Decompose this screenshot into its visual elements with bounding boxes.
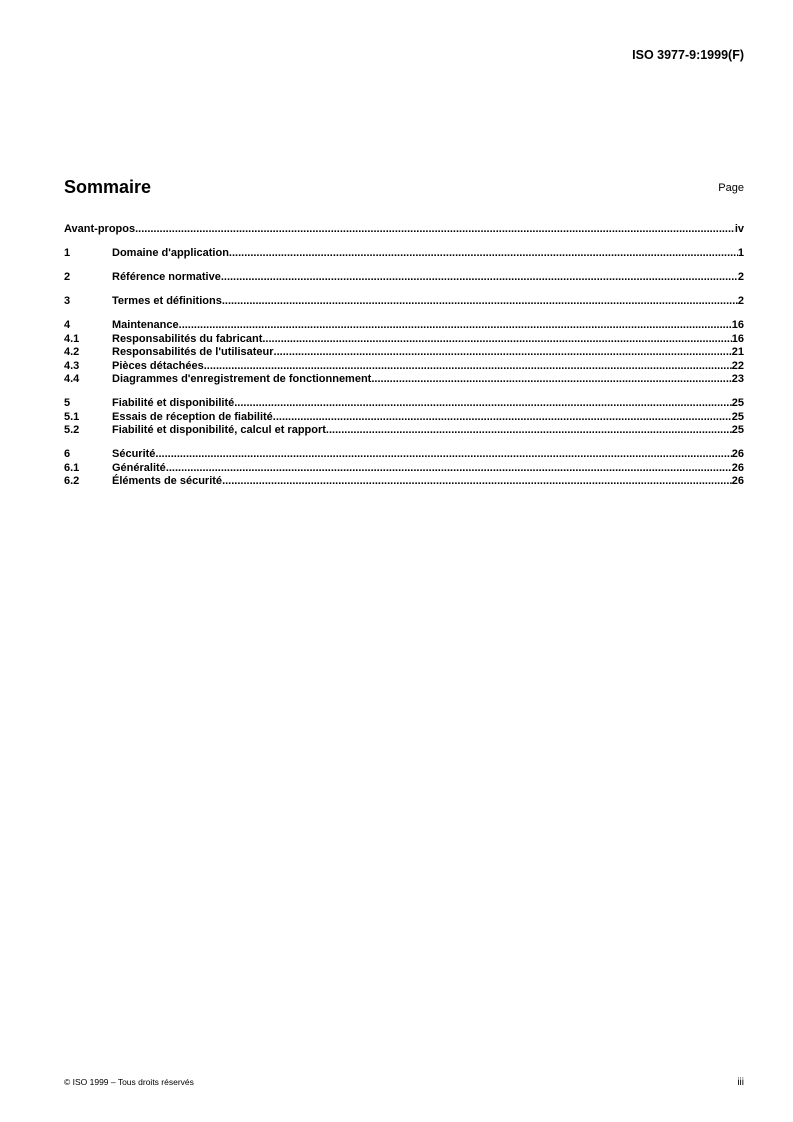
toc-entry-number: 1 [64, 247, 71, 259]
toc-entry-avant-propos[interactable] [64, 223, 744, 237]
dot-leader [234, 397, 732, 411]
toc-entry-number: 4.1 [64, 332, 80, 345]
toc-entry-label: Référence normative [112, 271, 221, 283]
toc-entry-page: 26 [731, 461, 744, 474]
toc-entry-page: 26 [731, 475, 744, 487]
dot-leader [204, 360, 732, 374]
toc-entry-label: Essais de réception de fiabilité [112, 410, 273, 423]
document-id: ISO 3977-9:1999(F) [632, 48, 744, 62]
toc-entry-label: Domaine d'application [112, 247, 229, 259]
toc-entry[interactable] [64, 346, 744, 360]
toc-entry-page: 23 [731, 373, 744, 385]
toc-entry-label: Pièces détachées [112, 359, 204, 372]
toc-entry-page: 2 [737, 271, 744, 283]
toc-entry-page: 16 [731, 319, 744, 331]
toc-entry-label: Fiabilité et disponibilité [112, 397, 235, 409]
dot-leader [179, 319, 732, 333]
toc-entry-page: 26 [731, 448, 744, 460]
toc-entry-number: 6 [64, 448, 71, 460]
toc-entry-number: 5.2 [64, 424, 80, 436]
toc-entry-label: Avant-propos [64, 223, 136, 235]
toc-entry-label: Responsabilités de l'utilisateur [112, 346, 274, 358]
toc-entry-number: 6.1 [64, 461, 80, 474]
page-column-label: Page [718, 182, 744, 194]
toc-entry-number: 5 [64, 397, 71, 409]
toc-entry-page: 16 [731, 332, 744, 345]
toc-entry-label: Diagrammes d'enregistrement de fonctionnement [112, 373, 372, 385]
toc-entry[interactable] [64, 448, 744, 462]
toc-entry-page: 25 [731, 424, 744, 436]
toc-entry-page: 1 [737, 247, 744, 259]
toc-header [64, 177, 744, 201]
dot-leader [262, 333, 731, 347]
dot-leader [222, 475, 732, 489]
toc-entry-label: Responsabilités du fabricant [112, 332, 263, 345]
toc-entry-page: 25 [731, 410, 744, 423]
toc-entry[interactable] [64, 397, 744, 411]
toc-entry[interactable] [64, 333, 744, 347]
dot-leader [326, 424, 732, 438]
dot-leader [229, 247, 738, 261]
toc-entry[interactable] [64, 475, 744, 489]
dot-leader [166, 462, 732, 476]
toc-entry-page: 22 [731, 359, 744, 372]
toc-entry-number: 4.4 [64, 373, 80, 385]
table-of-contents [64, 223, 744, 489]
toc-entry-number: 4 [64, 319, 71, 331]
toc-entry[interactable] [64, 247, 744, 261]
toc-entry-page: 21 [731, 346, 744, 358]
dot-leader [371, 373, 731, 387]
toc-entry-label: Fiabilité et disponibilité, calcul et rapport [112, 424, 326, 436]
copyright-notice: © ISO 1999 – Tous droits réservés [64, 1077, 194, 1087]
dot-leader [155, 448, 731, 462]
toc-entry[interactable] [64, 360, 744, 374]
dot-leader [273, 411, 732, 425]
dot-leader [222, 295, 738, 309]
toc-entry-label: Maintenance [112, 319, 179, 331]
toc-entry-label: Généralité [112, 461, 166, 474]
toc-entry-label: Éléments de sécurité [112, 475, 223, 487]
toc-entry-label: Termes et définitions [112, 295, 222, 307]
dot-leader [274, 346, 732, 360]
toc-entry-number: 2 [64, 271, 71, 283]
toc-entry[interactable] [64, 373, 744, 387]
toc-entry-number: 5.1 [64, 410, 80, 423]
toc-entry[interactable] [64, 295, 744, 309]
toc-entry-page: 25 [731, 397, 744, 409]
page-footer [64, 1077, 744, 1087]
toc-entry-number: 4.2 [64, 346, 80, 358]
page-number: iii [737, 1077, 744, 1088]
toc-entry[interactable] [64, 424, 744, 438]
toc-title: Sommaire [64, 177, 152, 197]
toc-entry-page: iv [734, 223, 744, 235]
toc-entry-label: Sécurité [112, 448, 156, 460]
toc-entry-number: 6.2 [64, 475, 80, 487]
toc-entry-number: 4.3 [64, 359, 80, 372]
toc-entry[interactable] [64, 271, 744, 285]
dot-leader [135, 223, 735, 237]
toc-entry-page: 2 [737, 295, 744, 307]
dot-leader [221, 271, 738, 285]
toc-entry-number: 3 [64, 295, 71, 307]
toc-entry[interactable] [64, 462, 744, 476]
toc-entry[interactable] [64, 411, 744, 425]
toc-entry[interactable] [64, 319, 744, 333]
